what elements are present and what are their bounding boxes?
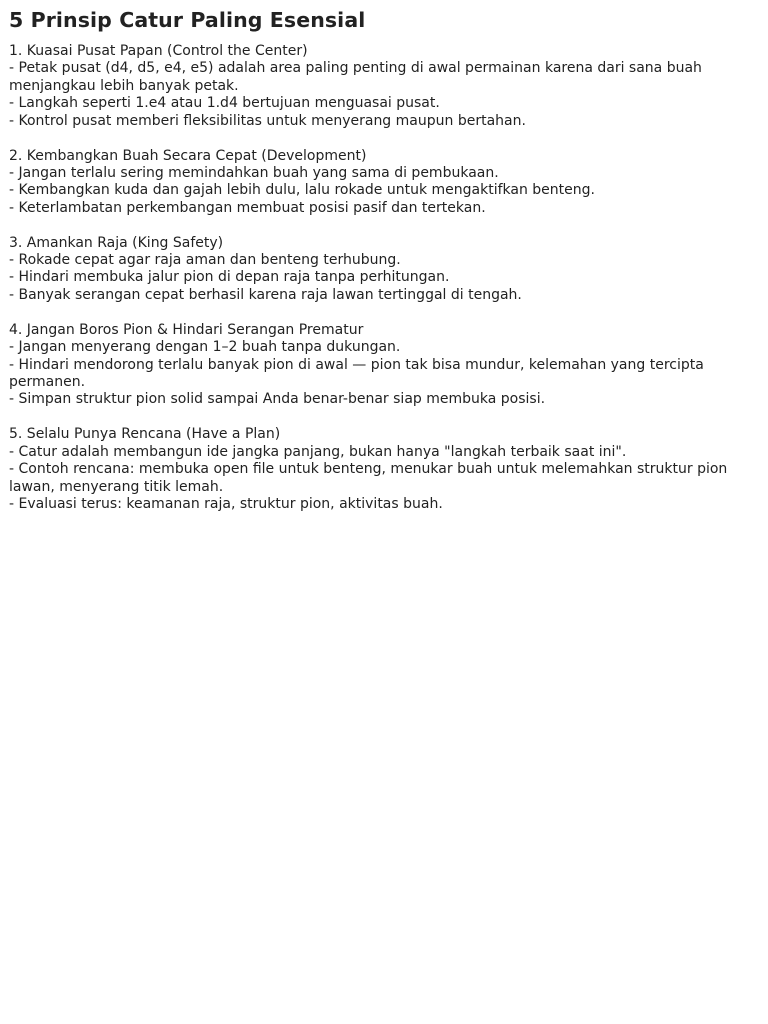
section-point: - Banyak serangan cepat berhasil karena raja lawan tertinggal di tengah. <box>9 286 522 303</box>
section-point: - Jangan terlalu sering memindahkan buah yang sama di pembukaan. <box>9 164 499 181</box>
section-point: - Petak pusat (d4, d5, e4, e5) adalah area paling penting di awal permainan karena dari sana buah menjangkau lebih banyak petak. <box>9 60 702 94</box>
section-2 <box>9 148 763 218</box>
section-point: - Simpan struktur pion solid sampai Anda benar-benar siap membuka posisi. <box>9 391 546 408</box>
section-point: - Hindari membuka jalur pion di depan raja tanpa perhitungan. <box>9 269 450 286</box>
section-point: - Kontrol pusat memberi fleksibilitas untuk menyerang maupun bertahan. <box>9 112 526 129</box>
section-heading: 1. Kuasai Pusat Papan (Control the Center) <box>9 43 308 59</box>
section-point: - Catur adalah membangun ide jangka panjang, bukan hanya "langkah terbaik saat ini". <box>9 443 627 460</box>
section-point: - Contoh rencana: membuka open file untuk benteng, menukar buah untuk melemahkan struktur pion lawan, menyerang titik lemah. <box>9 461 728 495</box>
section-heading: 4. Jangan Boros Pion & Hindari Serangan Prematur <box>9 321 364 338</box>
section-point: - Keterlambatan perkembangan membuat posisi pasif dan tertekan. <box>9 199 486 216</box>
section-point: - Evaluasi terus: keamanan raja, struktur pion, aktivitas buah. <box>9 495 443 512</box>
section-4 <box>9 322 763 409</box>
section-point: - Rokade cepat agar raja aman dan benteng terhubung. <box>9 252 401 269</box>
document-page <box>9 6 763 531</box>
section-heading: 5. Selalu Punya Rencana (Have a Plan) <box>9 426 281 443</box>
section-point: - Langkah seperti 1.e4 atau 1.d4 bertujuan menguasai pusat. <box>9 95 440 112</box>
section-point: - Jangan menyerang dengan 1–2 buah tanpa dukungan. <box>9 339 401 356</box>
section-heading: 3. Amankan Raja (King Safety) <box>9 234 224 251</box>
section-point: - Hindari mendorong terlalu banyak pion di awal — pion tak bisa mundur, kelemahan yang tercipta permanen. <box>9 356 704 390</box>
section-heading: 2. Kembangkan Buah Secara Cepat (Development) <box>9 147 367 164</box>
section-point: - Kembangkan kuda dan gajah lebih dulu, lalu rokade untuk mengaktifkan benteng. <box>9 182 595 199</box>
section-1 <box>9 43 763 130</box>
section-3 <box>9 235 763 305</box>
page-title: 5 Prinsip Catur Paling Esensial <box>9 8 366 32</box>
section-5 <box>9 426 763 513</box>
